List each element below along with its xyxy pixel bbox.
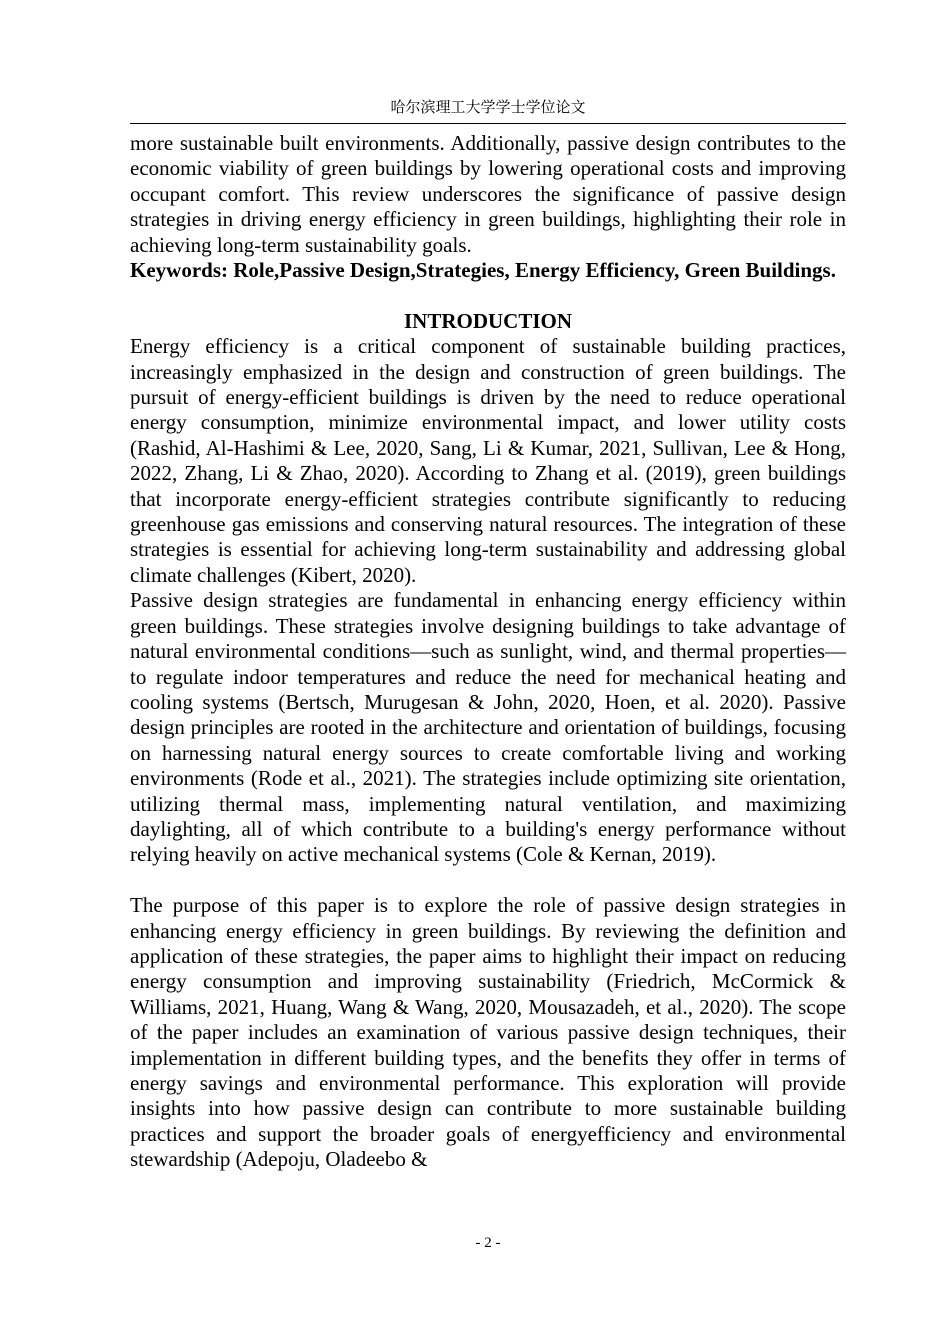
header-rule [130, 123, 846, 124]
running-header: 哈尔滨理工大学学士学位论文 [390, 98, 586, 116]
page-number: - 2 - [475, 1235, 501, 1251]
introduction-paragraph-1: Energy efficiency is a critical component of sustainable building practices, increasingly emphasized in the design and construction of green buildings. The pursuit of energy-efficient buildings is driven by the need to reduce operational energy consumption, minimize environmental impact, and lower utility costs (Rashid, Al-Hashimi & Lee, 2020, Sang, Li & Kumar, 2021, Sullivan, Lee & Hong, 2022, Zhang, Li & Zhao, 2020). According to Zhang et al. (2019), green buildings that incorporate energy-efficient strategies contribute significantly to reducing greenhouse gas emissions and conserving natural resources. The integration of these strategies is essential for achieving long-term sustainability and addressing global climate challenges (Kibert, 2020). [130, 334, 846, 587]
introduction-paragraph-3: The purpose of this paper is to explore the role of passive design strategies in enhancing energy efficiency in green buildings. By reviewing the definition and application of these strategies, the paper aims to highlight their impact on reducing energy consumption and improving sustainability (Friedrich, McCormick & Williams, 2021, Huang, Wang & Wang, 2020, Mousazadeh, et al., 2020). The scope of the paper includes an examination of various passive design techniques, their implementation in different building types, and the benefits they offer in terms of energy savings and environmental performance. This exploration will provide insights into how passive design can contribute to more sustainable building practices and support the broader goals of energyefficiency and environmental stewardship (Adepoju, Oladeebo & [130, 893, 846, 1172]
introduction-heading: INTRODUCTION [403, 308, 573, 333]
page-body [130, 131, 846, 1173]
blank-line [130, 868, 846, 893]
blank-line [130, 283, 846, 308]
abstract-tail-paragraph: more sustainable built environments. Additionally, passive design contributes to the economic viability of green buildings by lowering operational costs and improving occupant comfort. This review underscores the significance of passive design strategies in driving energy efficiency in green buildings, highlighting their role in achieving long-term sustainability goals. [130, 131, 846, 257]
introduction-paragraph-2: Passive design strategies are fundamental in enhancing energy efficiency within green buildings. These strategies involve designing buildings to take advantage of natural environmental conditions—such as sunlight, wind, and thermal properties—to regulate indoor temperatures and reduce the need for mechanical heating and cooling systems (Bertsch, Murugesan & John, 2020, Hoen, et al. 2020). Passive design principles are rooted in the architecture and orientation of buildings, focusing on harnessing natural energy sources to create comfortable living and working environments (Rode et al., 2021). The strategies include optimizing site orientation, utilizing thermal mass, implementing natural ventilation, and maximizing daylighting, all of which contribute to a building's energy performance without relying heavily on active mechanical systems (Cole & Kernan, 2019). [130, 588, 846, 867]
keywords-line: Keywords: Role,Passive Design,Strategies, Energy Efficiency, Green Buildings. [130, 258, 836, 283]
